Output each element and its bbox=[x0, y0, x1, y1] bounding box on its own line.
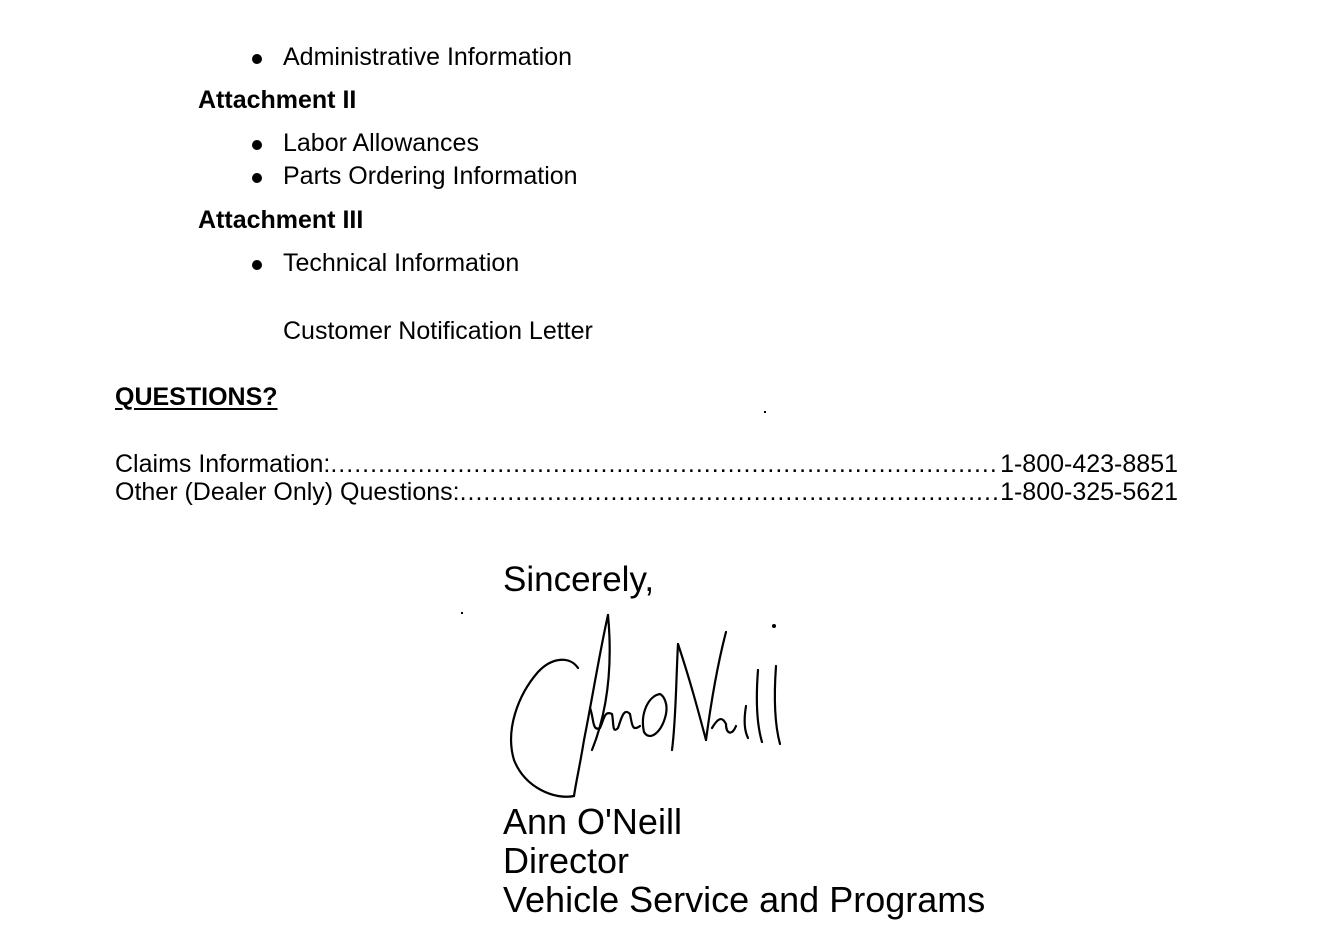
contact-phone: 1-800-325-5621 bbox=[1000, 478, 1178, 506]
bullet-item-administrative-information: Administrative Information bbox=[283, 43, 573, 71]
bullet-item-parts-ordering-information: Parts Ordering Information bbox=[283, 162, 578, 190]
scan-speck bbox=[461, 612, 463, 614]
bullet-dot bbox=[252, 260, 262, 270]
signer-name: Ann O'Neill bbox=[503, 801, 682, 842]
contact-row-dealer bbox=[115, 478, 1178, 506]
bullet-dot bbox=[252, 173, 262, 183]
signer-title: Director bbox=[503, 840, 630, 881]
salutation: Sincerely, bbox=[503, 560, 655, 599]
scan-speck bbox=[764, 411, 766, 413]
bullet-dot bbox=[252, 140, 262, 150]
bullet-item-labor-allowances: Labor Allowances bbox=[283, 129, 479, 157]
signer-department: Vehicle Service and Programs bbox=[503, 879, 986, 920]
dot-leader bbox=[330, 450, 1000, 478]
customer-notification-letter: Customer Notification Letter bbox=[283, 317, 593, 345]
contact-label: Claims Information: bbox=[115, 450, 331, 478]
attachment-iii-heading: Attachment III bbox=[198, 206, 364, 234]
attachment-ii-heading: Attachment II bbox=[198, 86, 357, 114]
signature-image bbox=[500, 610, 800, 805]
bullet-item-technical-information: Technical Information bbox=[283, 249, 520, 277]
bullet-dot bbox=[252, 54, 262, 64]
contact-phone: 1-800-423-8851 bbox=[1000, 450, 1178, 478]
contact-row-claims bbox=[115, 450, 1178, 478]
dot-leader bbox=[460, 478, 1001, 506]
questions-heading: QUESTIONS? bbox=[115, 383, 278, 411]
contact-label: Other (Dealer Only) Questions: bbox=[115, 478, 460, 506]
